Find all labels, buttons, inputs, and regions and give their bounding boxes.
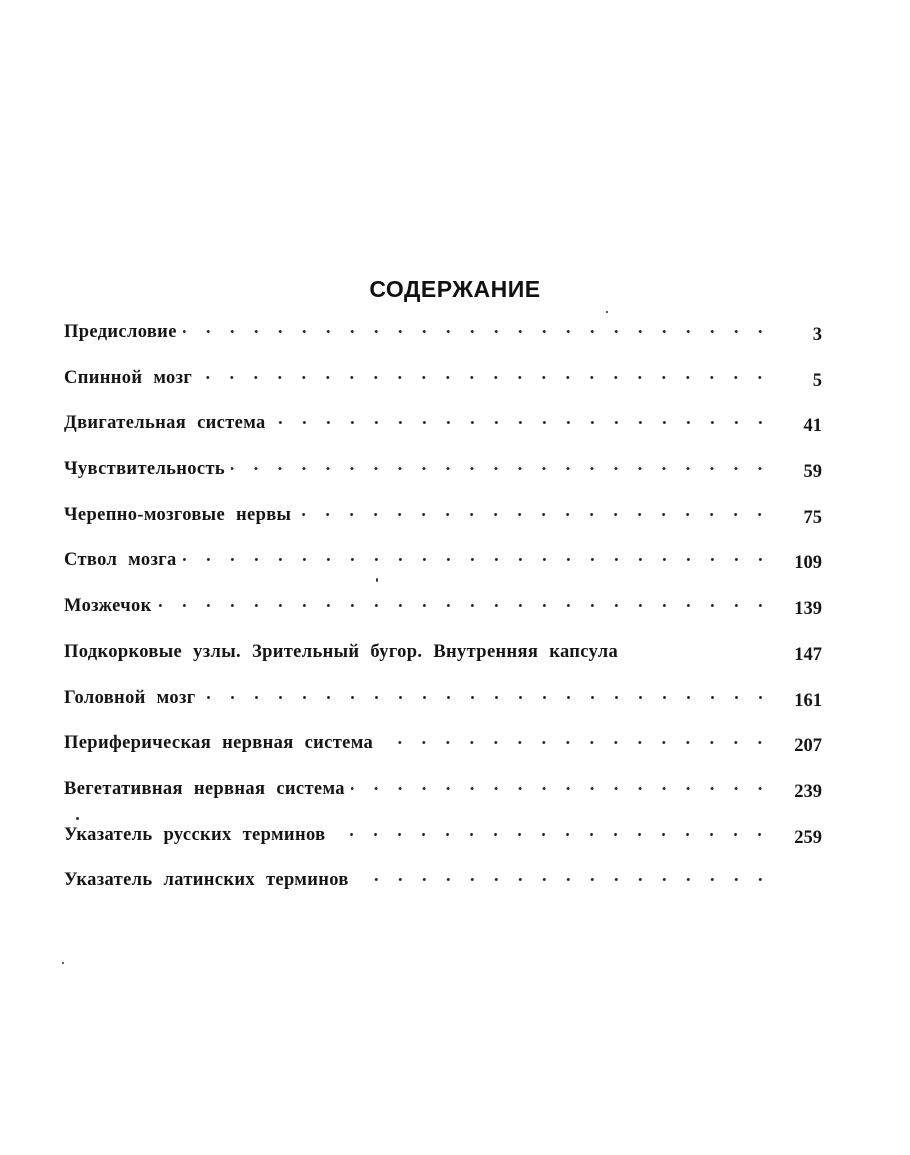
dot-leader bbox=[231, 467, 772, 470]
toc-entry-title: Периферическая нервная система bbox=[64, 733, 374, 754]
toc-entry-page: 75 bbox=[803, 507, 822, 528]
toc-entry bbox=[64, 322, 824, 368]
toc-entry-page: 3 bbox=[812, 325, 822, 345]
toc-entry-page: 139 bbox=[794, 599, 822, 620]
dot-leader bbox=[158, 604, 772, 607]
toc-entry bbox=[64, 368, 824, 414]
toc-entry-page: 239 bbox=[794, 781, 822, 802]
toc-entry-page: 109 bbox=[794, 553, 822, 574]
toc-entry-title: Вегетативная нервная система bbox=[64, 778, 345, 799]
dot-leader bbox=[202, 696, 773, 699]
toc-entry bbox=[64, 688, 824, 734]
toc-entry bbox=[64, 459, 824, 505]
toc-entry-page: 207 bbox=[794, 736, 822, 757]
dot-leader bbox=[331, 833, 772, 836]
toc-entry-page: 147 bbox=[794, 644, 822, 665]
dot-leader bbox=[297, 513, 772, 516]
toc-entry-page: 41 bbox=[803, 416, 822, 437]
toc-entry bbox=[64, 413, 824, 459]
toc-entry-title: Мозжечок bbox=[64, 596, 152, 617]
dot-leader bbox=[379, 741, 772, 744]
toc-entry bbox=[64, 596, 824, 642]
toc-entry-title: Спинной мозг bbox=[64, 367, 193, 388]
toc-entry-title: Указатель латинских терминов bbox=[64, 870, 349, 891]
dot-leader bbox=[355, 878, 772, 881]
toc-entry-title: Головной мозг bbox=[64, 687, 196, 708]
scan-speck bbox=[606, 311, 608, 313]
dot-leader bbox=[183, 330, 772, 333]
toc-entry bbox=[64, 733, 824, 779]
toc-entry-page: 5 bbox=[812, 370, 822, 391]
toc-entry-page: 259 bbox=[794, 827, 822, 848]
toc-entry-title: Чувствительность bbox=[64, 459, 226, 480]
dot-leader bbox=[272, 421, 772, 424]
table-of-contents bbox=[64, 322, 824, 916]
toc-entry-page: 59 bbox=[803, 462, 822, 483]
toc-entry bbox=[64, 779, 824, 825]
toc-entry-title: Указатель русских терминов bbox=[64, 824, 326, 845]
dot-leader bbox=[351, 787, 772, 790]
toc-entry bbox=[64, 550, 824, 596]
toc-entry bbox=[64, 870, 824, 916]
toc-entry-title: Ствол мозга bbox=[64, 550, 177, 571]
toc-entry-title: Предисловие bbox=[64, 322, 177, 342]
toc-entry bbox=[64, 505, 824, 551]
toc-entry-title: Двигательная система bbox=[64, 413, 266, 434]
scan-speck bbox=[376, 578, 378, 582]
toc-entry bbox=[64, 642, 824, 688]
toc-entry-title: Черепно-мозговые нервы bbox=[64, 504, 292, 525]
toc-entry bbox=[64, 825, 824, 871]
toc-entry-page: 161 bbox=[794, 690, 822, 711]
dot-leader bbox=[183, 558, 772, 561]
toc-entry-title: Подкорковые узлы. Зрительный бугор. Внутренняя капсула bbox=[64, 641, 619, 662]
contents-heading: СОДЕРЖАНИЕ bbox=[369, 276, 541, 302]
scan-speck bbox=[62, 962, 64, 964]
scan-speck bbox=[76, 817, 79, 820]
dot-leader bbox=[198, 376, 772, 379]
